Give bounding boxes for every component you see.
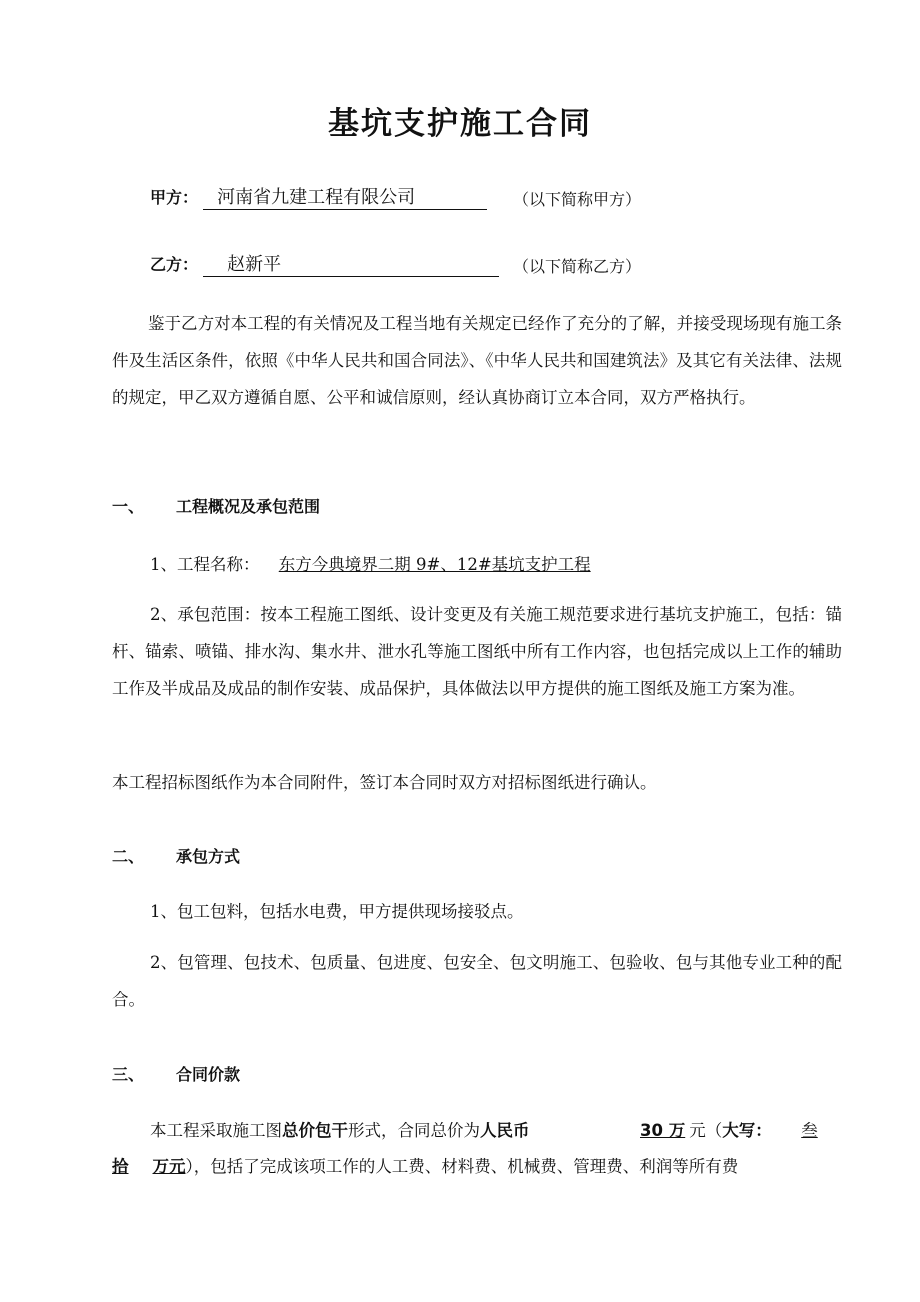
- section-1-title: 工程概况及承包范围: [176, 497, 321, 516]
- daxie-label: 大写：: [722, 1121, 772, 1140]
- price-text-1: 本工程采取施工图: [150, 1121, 282, 1140]
- document-title: 基坑支护施工合同: [328, 106, 592, 142]
- preamble-paragraph: 鉴于乙方对本工程的有关情况及工程当地有关规定已经作了充分的了解，并接受现场现有施工条件及生活区条件，依照《中华人民共和国合同法》、《中华人民共和国建筑法》及其它有关法律、法规的规定，甲乙双方遵循自愿、公平和诚信原则，经认真协商订立本合同，双方严格执行。: [112, 314, 842, 407]
- price-line-2: [112, 1153, 738, 1177]
- scope-paragraph: 2、承包范围：按本工程施工图纸、设计变更及有关施工规范要求进行基坑支护施工，包括：锚杆、锚索、喷锚、排水沟、集水井、泄水孔等施工图纸中所有工作内容，也包括完成以上工作的辅助工作及半成品及成品的制作安装、成品保护，具体做法以甲方提供的施工图纸及施工方案为准。: [112, 605, 842, 698]
- party-a-row: [150, 185, 487, 210]
- contract-mode-item-2: 2、包管理、包技术、包质量、包进度、包安全、包文明施工、包验收、包与其他专业工种的配合。: [112, 953, 842, 1009]
- section-3-title: 合同价款: [176, 1065, 241, 1084]
- lump-sum-term: 总价包干: [282, 1121, 348, 1140]
- price-text-3: 元（: [689, 1121, 723, 1140]
- section-2-number: 二、: [112, 847, 145, 866]
- party-b-row: [150, 252, 499, 277]
- price-text-2: 形式，合同总价为: [348, 1121, 480, 1140]
- contract-amount: 30 万: [640, 1121, 686, 1140]
- daxie-value-1: 叁: [801, 1121, 818, 1140]
- party-a-value: 河南省九建工程有限公司: [203, 187, 487, 210]
- price-line-1-amount: [622, 1117, 818, 1141]
- party-a-label: 甲方：: [150, 188, 199, 207]
- project-name-row: [150, 551, 605, 575]
- contract-mode-item-1: 1、包工包料，包括水电费，甲方提供现场接驳点。: [150, 902, 524, 921]
- price-line-1: [150, 1117, 530, 1141]
- project-name-value: 东方今典境界二期 9#、12#基坑支护工程: [278, 555, 591, 574]
- attachment-note: 本工程招标图纸作为本合同附件，签订本合同时双方对招标图纸进行确认。: [112, 773, 657, 792]
- section-3-number: 三、: [112, 1065, 145, 1084]
- daxie-value-3: 万元: [152, 1157, 186, 1176]
- currency-label: 人民币: [480, 1121, 530, 1140]
- party-b-value: 赵新平: [203, 254, 499, 277]
- party-b-note: （以下简称乙方）: [513, 257, 642, 276]
- section-2-title: 承包方式: [176, 847, 241, 866]
- daxie-value-2: 拾: [112, 1157, 129, 1176]
- party-a-note: （以下简称甲方）: [513, 190, 642, 209]
- section-1-number: 一、: [112, 497, 145, 516]
- party-b-label: 乙方：: [150, 255, 199, 274]
- price-text-4: ），包括了完成该项工作的人工费、材料费、机械费、管理费、利润等所有费: [185, 1157, 739, 1176]
- project-name-label: 1、工程名称：: [150, 555, 260, 574]
